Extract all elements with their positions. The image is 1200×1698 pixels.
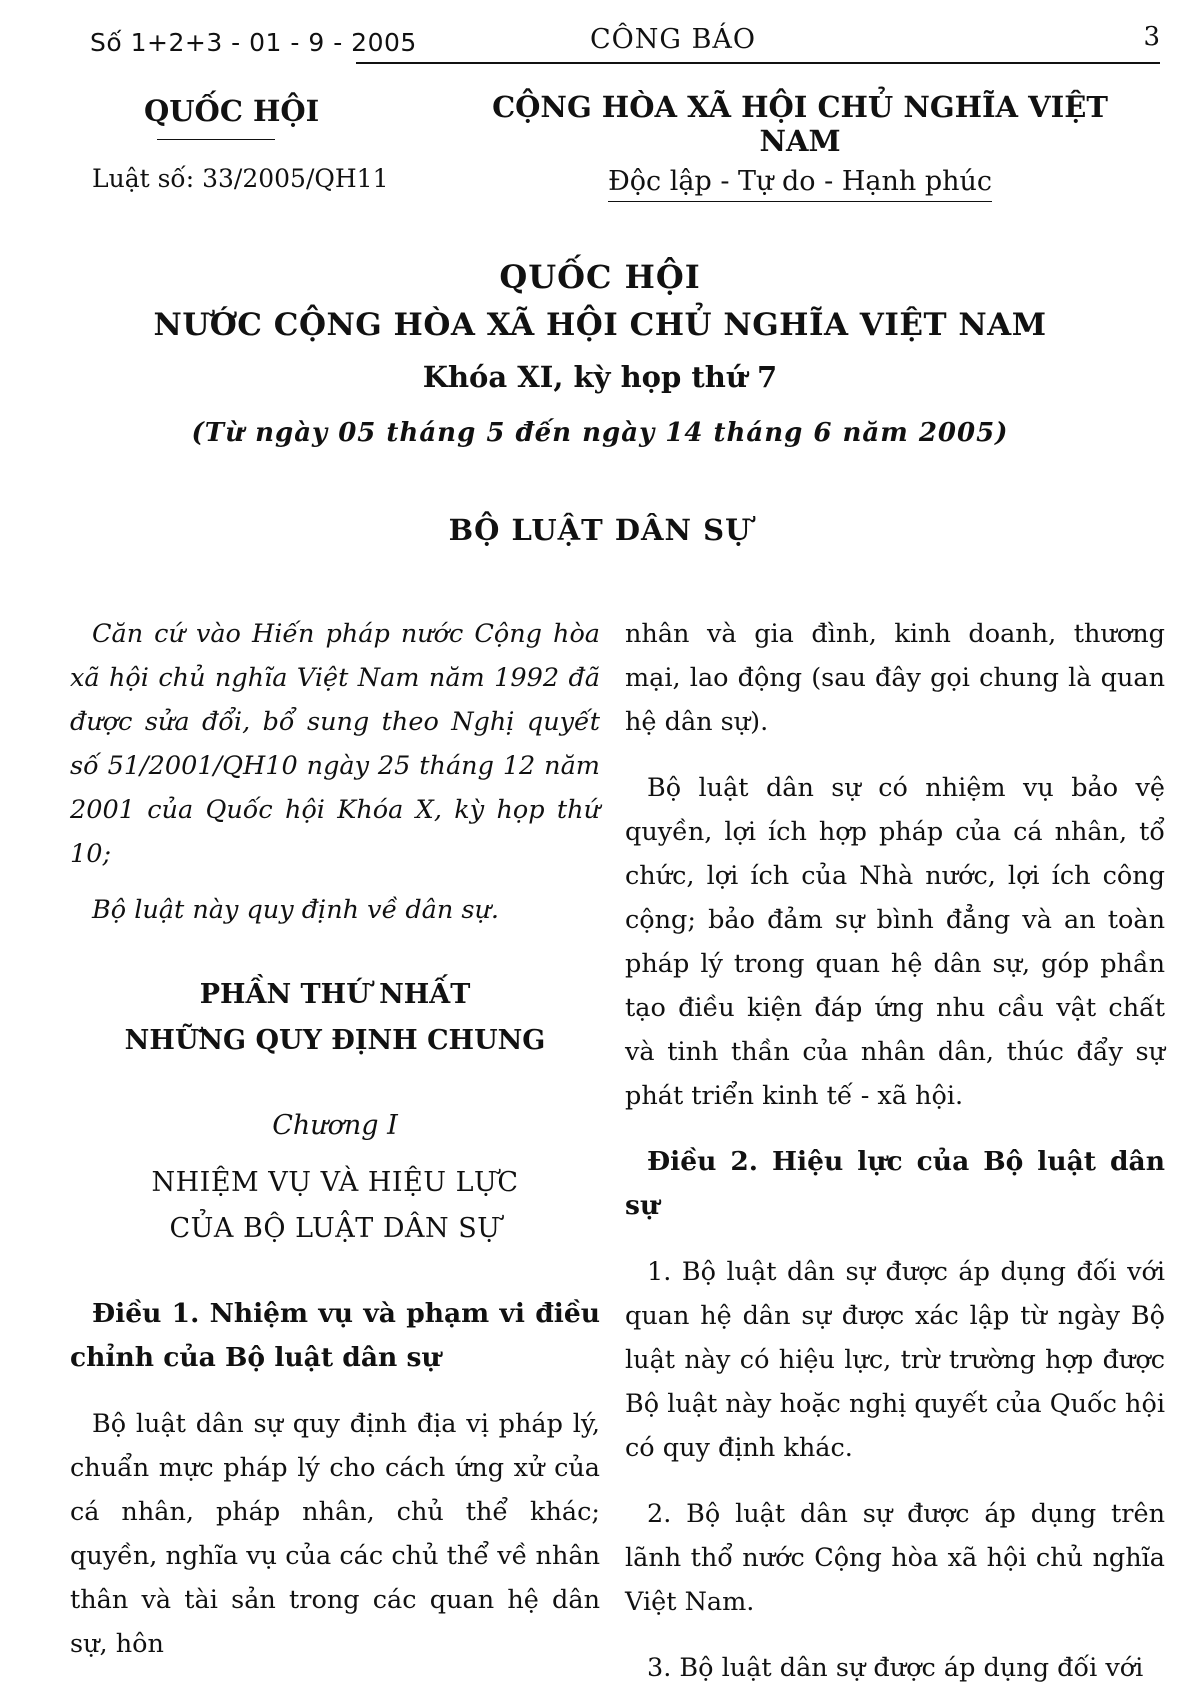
scope-paragraph: Bộ luật này quy định về dân sự. xyxy=(92,895,500,925)
left-column xyxy=(70,612,600,1666)
chapter-title-line2: CỦA BỘ LUẬT DÂN SỰ xyxy=(169,1213,501,1244)
continuation-paragraph: nhân và gia đình, kinh doanh, thương mại, lao động (sau đây gọi chung là quan hệ dân sự). xyxy=(625,619,1165,737)
session-heading: Khóa XI, kỳ họp thứ 7 xyxy=(422,360,778,394)
part-subtitle: NHỮNG QUY ĐỊNH CHUNG xyxy=(124,1025,546,1056)
article-2-clause-2: 2. Bộ luật dân sự được áp dụng trên lãnh thổ nước Cộng hòa xã hội chủ nghĩa Việt Nam. xyxy=(625,1499,1165,1617)
part-title: PHẦN THỨ NHẤT xyxy=(199,979,471,1010)
issue-number: Số 1+2+3 - 01 - 9 - 2005 xyxy=(90,28,417,57)
article-2-heading: Điều 2. Hiệu lực của Bộ luật dân sự xyxy=(625,1146,1165,1221)
mission-paragraph: Bộ luật dân sự có nhiệm vụ bảo vệ quyền, lợi ích hợp pháp của cá nhân, tổ chức, lợi ích của Nhà nước, lợi ích công cộng; bảo đảm sự bình đẳng và an toàn pháp lý trong quan hệ dân sự, góp phần tạo điều kiện đáp ứng nhu cầu vật chất và tinh thần của nhân dân, thúc đẩy sự phát triển kinh tế - xã hội. xyxy=(625,773,1165,1111)
law-number: Luật số: 33/2005/QH11 xyxy=(92,164,389,193)
law-title: BỘ LUẬT DÂN SỰ xyxy=(448,513,752,547)
republic-heading: NƯỚC CỘNG HÒA XÃ HỘI CHỦ NGHĨA VIỆT NAM xyxy=(153,307,1047,343)
preamble-paragraph: Căn cứ vào Hiến pháp nước Cộng hòa xã hội chủ nghĩa Việt Nam năm 1992 đã được sửa đổi, bổ sung theo Nghị quyết số 51/2001/QH10 ngày 25 tháng 12 năm 2001 của Quốc hội Khóa X, kỳ họp thứ 10; xyxy=(70,619,600,869)
chapter-label: Chương I xyxy=(272,1110,398,1141)
running-header xyxy=(90,18,1160,64)
article-1-text: Bộ luật dân sự quy định địa vị pháp lý, chuẩn mực pháp lý cho cách ứng xử của cá nhân, pháp nhân, chủ thể khác; quyền, nghĩa vụ của các chủ thể về nhân thân và tài sản trong các quan hệ dân sự, hôn xyxy=(70,1409,600,1659)
article-1-heading: Điều 1. Nhiệm vụ và phạm vi điều chỉnh của Bộ luật dân sự xyxy=(70,1298,600,1373)
gazette-title: CÔNG BÁO xyxy=(590,24,757,55)
country-name: CỘNG HÒA XÃ HỘI CHỦ NGHĨA VIỆT NAM xyxy=(492,90,1108,158)
right-column xyxy=(625,612,1165,1690)
assembly-heading: QUỐC HỘI xyxy=(499,258,701,296)
motto-tagline: Độc lập - Tự do - Hạnh phúc xyxy=(608,166,992,202)
issuer-underline xyxy=(157,139,275,140)
article-2-clause-3: 3. Bộ luật dân sự được áp dụng đối với xyxy=(647,1653,1144,1683)
issuer-name: QUỐC HỘI xyxy=(144,94,320,128)
national-motto xyxy=(460,90,1140,202)
page-number: 3 xyxy=(1143,22,1160,52)
session-dates: (Từ ngày 05 tháng 5 đến ngày 14 tháng 6 năm 2005) xyxy=(191,418,1009,448)
header-rule xyxy=(356,62,1160,64)
chapter-title-line1: NHIỆM VỤ VÀ HIỆU LỰC xyxy=(151,1167,519,1198)
article-2-clause-1: 1. Bộ luật dân sự được áp dụng đối với quan hệ dân sự được xác lập từ ngày Bộ luật này có hiệu lực, trừ trường hợp được Bộ luật này hoặc nghị quyết của Quốc hội có quy định khác. xyxy=(625,1257,1165,1463)
